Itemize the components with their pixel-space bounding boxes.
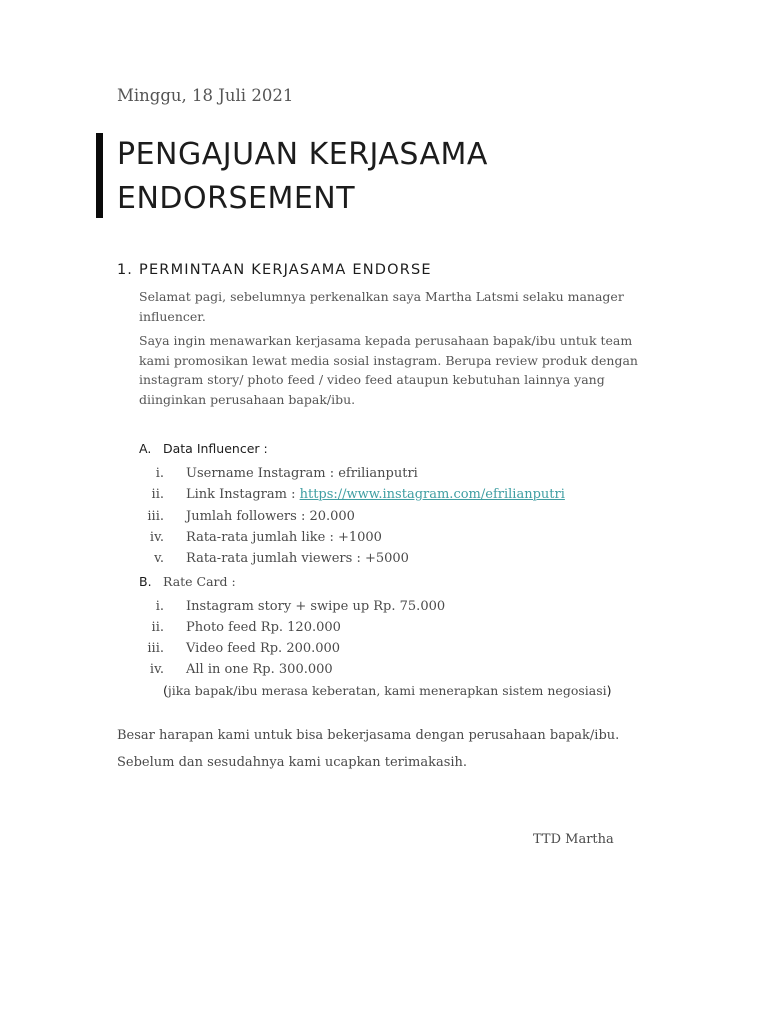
list-marker-b: B. <box>139 574 152 589</box>
section-number: 1. <box>117 262 133 278</box>
offer-paragraph: Saya ingin menawarkan kerjasama kepada perusahaan bapak/ibu untuk team kami promosikan lewat media sosial instagram. Berupa review produk dengan instagram story/ photo feed / video feed ataupun kebutuhan lainnya yang diinginkan perusahaan bapak/ibu. <box>139 333 638 407</box>
list-item-number: i. <box>155 599 164 614</box>
list-item-number: iv. <box>149 530 164 545</box>
rate-all-item: All in one Rp. 300.000 <box>186 662 333 677</box>
title-accent-bar <box>96 133 103 218</box>
list-marker-a: A. <box>139 441 152 456</box>
list-item-number: ii. <box>151 620 164 635</box>
likes-item: Rata-rata jumlah like : +1000 <box>186 530 382 545</box>
link-label: Link Instagram : <box>186 487 300 502</box>
rate-photo-item: Photo feed Rp. 120.000 <box>186 620 341 635</box>
list-item-number: iii. <box>147 641 164 656</box>
note-open-paren: ( <box>163 683 168 698</box>
closing-hope: Besar harapan kami untuk bisa bekerjasama dengan perusahaan bapak/ibu. <box>117 728 620 743</box>
intro-paragraph: Selamat pagi, sebelumnya perkenalkan saya Martha Latsmi selaku manager influencer. <box>139 289 624 324</box>
title-line-1: PENGAJUAN KERJASAMA <box>117 137 488 172</box>
note-text: jika bapak/ibu merasa keberatan, kami menerapkan sistem negosiasi <box>167 683 607 698</box>
list-item-number: iii. <box>147 509 164 524</box>
viewers-item: Rata-rata jumlah viewers : +5000 <box>186 551 409 566</box>
note-close-paren: ) <box>606 683 612 698</box>
list-item-number: v. <box>154 551 164 566</box>
letter-date: Minggu, 18 Juli 2021 <box>117 86 294 105</box>
signature: TTD Martha <box>533 832 614 847</box>
rate-card-label: Rate Card : <box>163 574 236 589</box>
section-heading: PERMINTAAN KERJASAMA ENDORSE <box>139 262 432 278</box>
followers-item: Jumlah followers : 20.000 <box>186 509 355 524</box>
title-line-2: ENDORSEMENT <box>117 181 356 216</box>
username-item: Username Instagram : efrilianputri <box>186 466 418 481</box>
closing-thanks: Sebelum dan sesudahnya kami ucapkan terimakasih. <box>117 755 468 770</box>
rate-story-item: Instagram story + swipe up Rp. 75.000 <box>186 599 446 614</box>
list-item-number: ii. <box>151 487 164 502</box>
instagram-link-item <box>186 487 565 502</box>
list-item-number: i. <box>155 466 164 481</box>
rate-video-item: Video feed Rp. 200.000 <box>186 641 341 656</box>
negotiation-note <box>163 683 612 698</box>
data-influencer-label: Data Influencer : <box>163 441 268 456</box>
instagram-link[interactable]: https://www.instagram.com/efrilianputri <box>299 487 565 502</box>
document-title <box>117 133 488 221</box>
list-item-number: iv. <box>149 662 164 677</box>
